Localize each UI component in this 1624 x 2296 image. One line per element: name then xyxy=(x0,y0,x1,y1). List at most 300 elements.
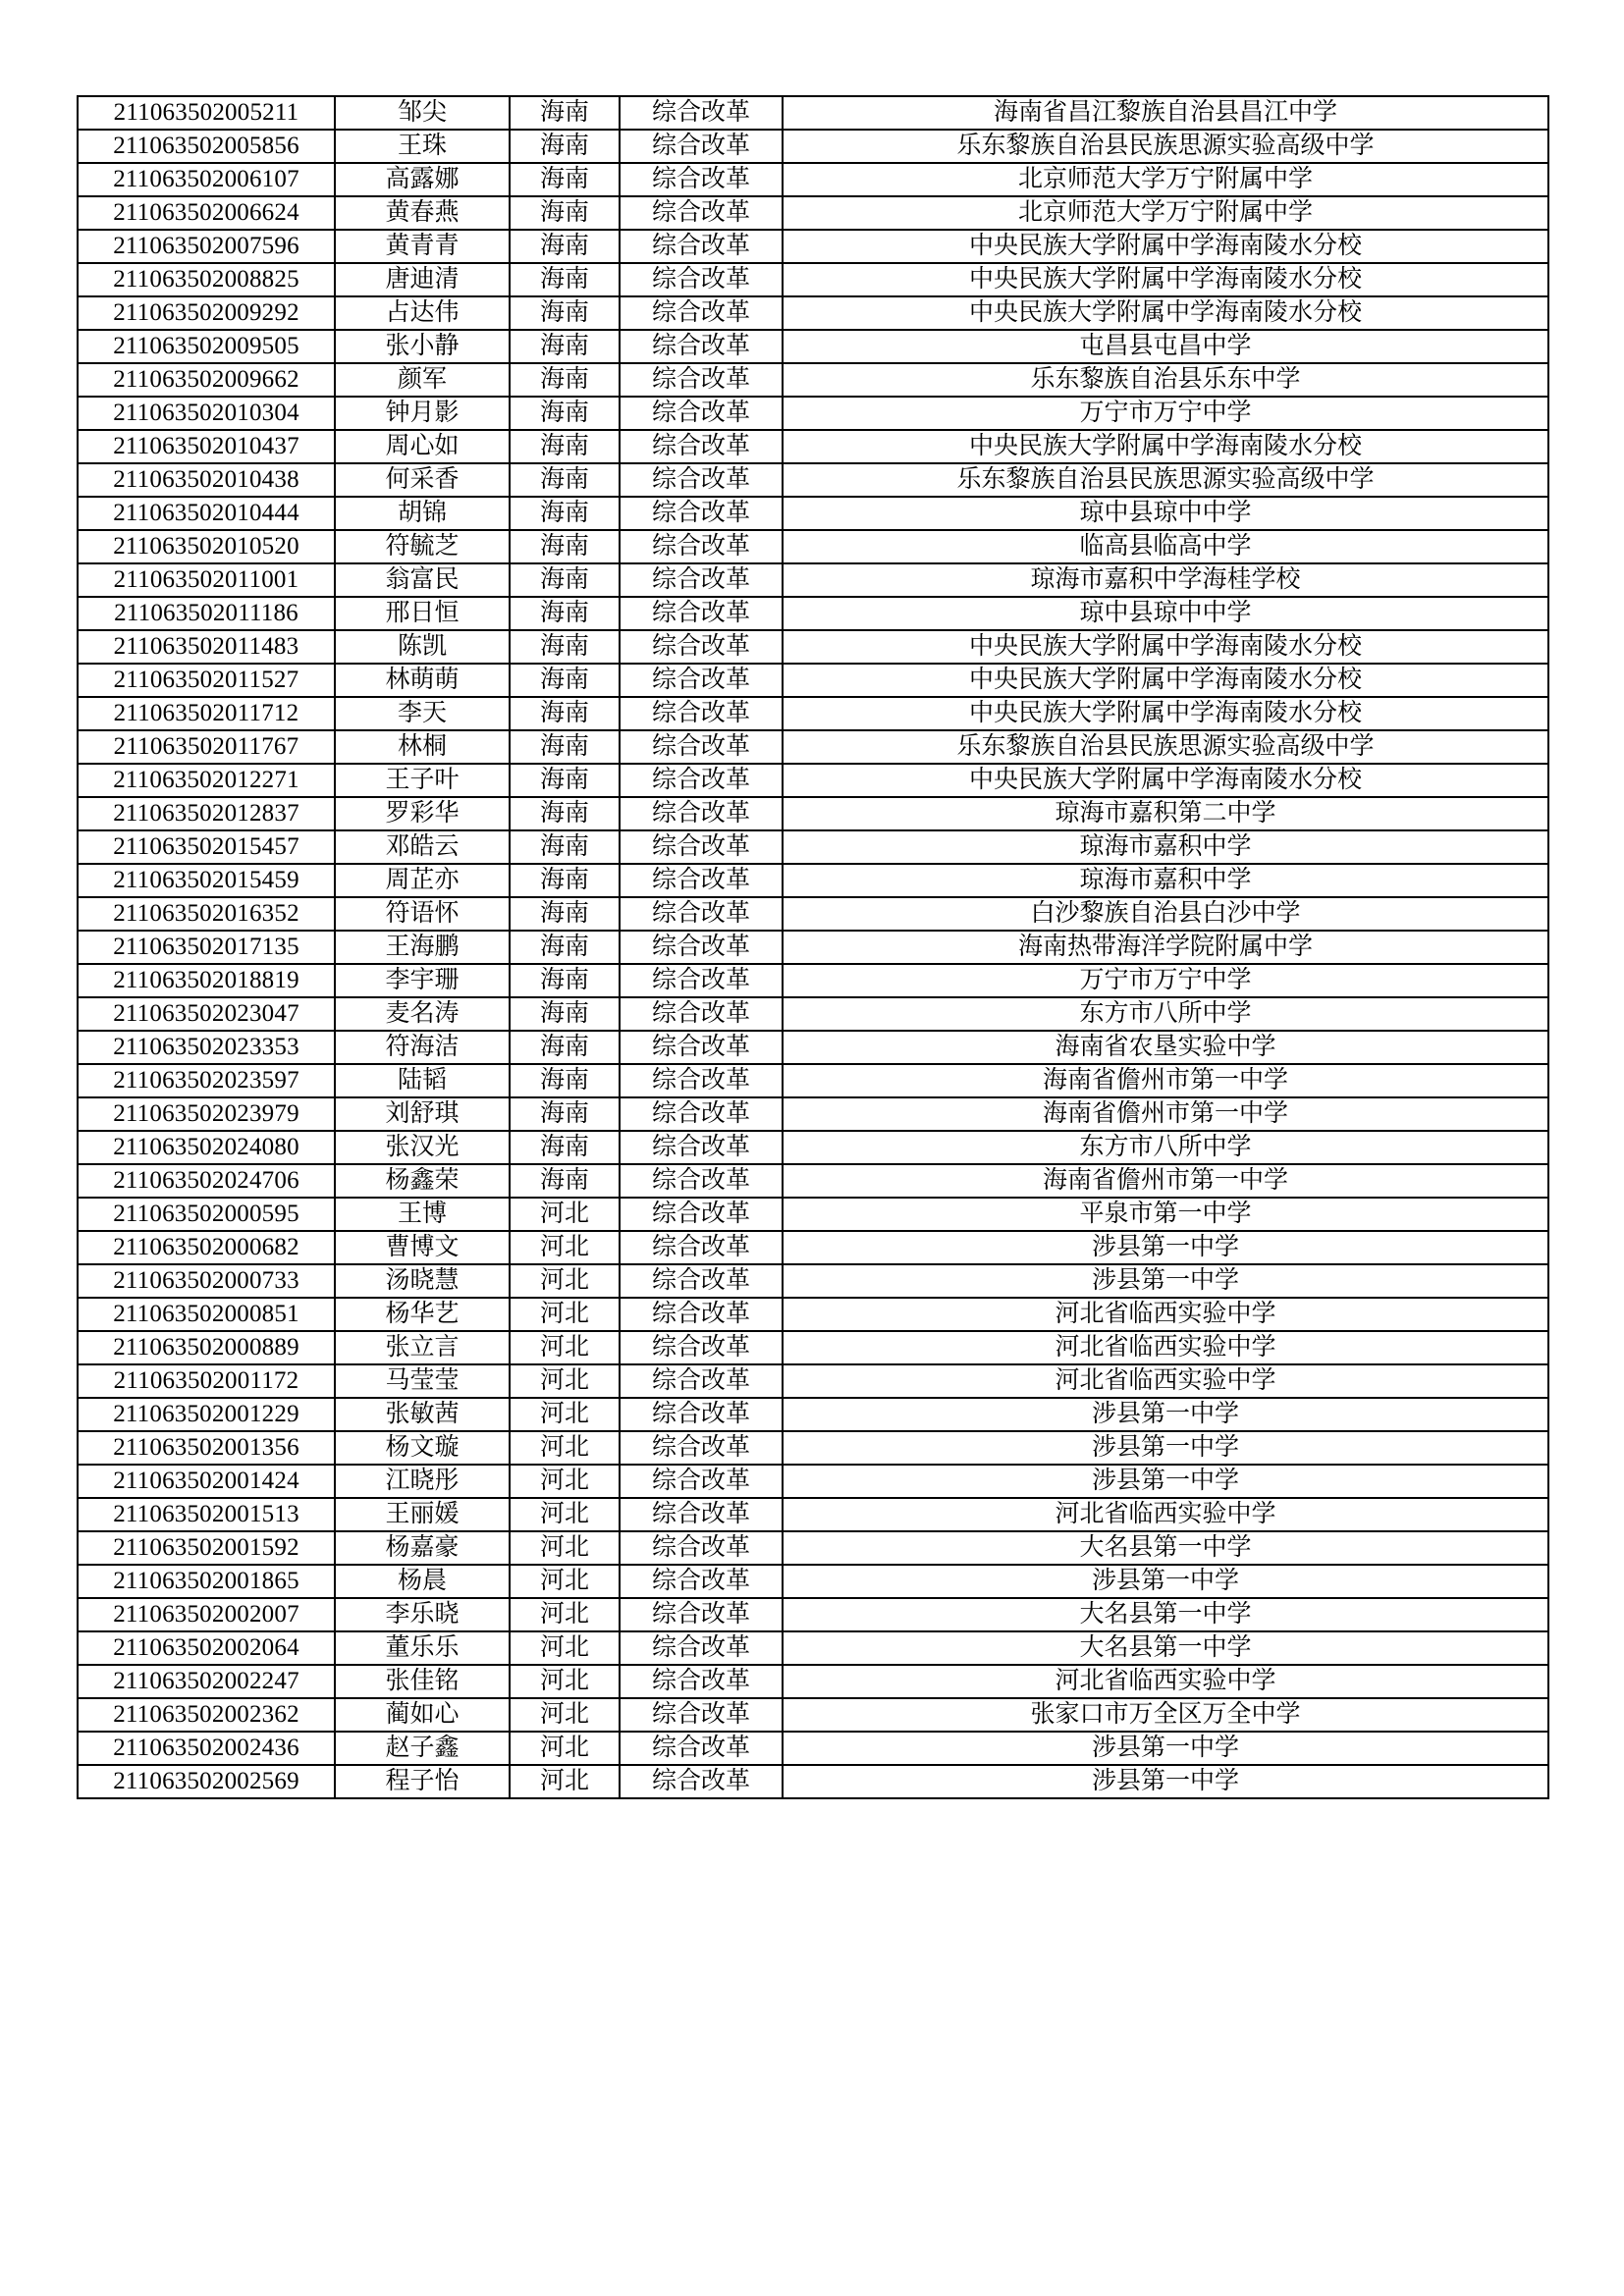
cell-id: 211063502010304 xyxy=(78,397,335,430)
cell-school: 琼中县琼中中学 xyxy=(783,497,1548,530)
cell-school: 河北省临西实验中学 xyxy=(783,1298,1548,1331)
cell-province: 河北 xyxy=(510,1565,620,1598)
cell-name: 邓皓云 xyxy=(335,830,510,864)
cell-name: 张敏茜 xyxy=(335,1398,510,1431)
cell-name: 曹博文 xyxy=(335,1231,510,1264)
table-row xyxy=(78,1431,1548,1465)
cell-school: 乐东黎族自治县民族思源实验高级中学 xyxy=(783,130,1548,163)
cell-id: 211063502011767 xyxy=(78,730,335,764)
cell-name: 黄青青 xyxy=(335,230,510,263)
cell-exam_type: 综合改革 xyxy=(620,397,783,430)
cell-exam_type: 综合改革 xyxy=(620,1398,783,1431)
cell-school: 海南省昌江黎族自治县昌江中学 xyxy=(783,96,1548,130)
cell-school: 涉县第一中学 xyxy=(783,1431,1548,1465)
cell-id: 211063502023047 xyxy=(78,997,335,1031)
cell-exam_type: 综合改革 xyxy=(620,1631,783,1665)
cell-province: 海南 xyxy=(510,864,620,897)
cell-school: 海南省儋州市第一中学 xyxy=(783,1097,1548,1131)
cell-id: 211063502001424 xyxy=(78,1465,335,1498)
cell-school: 涉县第一中学 xyxy=(783,1465,1548,1498)
cell-exam_type: 综合改革 xyxy=(620,864,783,897)
cell-province: 海南 xyxy=(510,563,620,597)
cell-school: 河北省临西实验中学 xyxy=(783,1498,1548,1531)
cell-id: 211063502002064 xyxy=(78,1631,335,1665)
cell-province: 海南 xyxy=(510,463,620,497)
table-row xyxy=(78,563,1548,597)
cell-name: 张汉光 xyxy=(335,1131,510,1164)
cell-province: 海南 xyxy=(510,196,620,230)
cell-province: 河北 xyxy=(510,1765,620,1798)
roster-table xyxy=(77,95,1549,1799)
cell-id: 211063502009292 xyxy=(78,296,335,330)
cell-id: 211063502011186 xyxy=(78,597,335,630)
cell-province: 海南 xyxy=(510,530,620,563)
cell-exam_type: 综合改革 xyxy=(620,1097,783,1131)
cell-school: 中央民族大学附属中学海南陵水分校 xyxy=(783,296,1548,330)
cell-exam_type: 综合改革 xyxy=(620,1298,783,1331)
table-row xyxy=(78,797,1548,830)
table-row xyxy=(78,931,1548,964)
cell-school: 河北省临西实验中学 xyxy=(783,1364,1548,1398)
cell-id: 211063502015457 xyxy=(78,830,335,864)
cell-school: 涉县第一中学 xyxy=(783,1231,1548,1264)
cell-province: 河北 xyxy=(510,1631,620,1665)
cell-exam_type: 综合改革 xyxy=(620,330,783,363)
cell-id: 211063502000682 xyxy=(78,1231,335,1264)
cell-name: 李乐晓 xyxy=(335,1598,510,1631)
table-row xyxy=(78,964,1548,997)
cell-exam_type: 综合改革 xyxy=(620,1531,783,1565)
table-row xyxy=(78,630,1548,664)
cell-id: 211063502000595 xyxy=(78,1198,335,1231)
table-row xyxy=(78,1331,1548,1364)
cell-id: 211063502016352 xyxy=(78,897,335,931)
cell-exam_type: 综合改革 xyxy=(620,1131,783,1164)
cell-id: 211063502001592 xyxy=(78,1531,335,1565)
cell-id: 211063502012271 xyxy=(78,764,335,797)
cell-province: 海南 xyxy=(510,363,620,397)
cell-exam_type: 综合改革 xyxy=(620,1698,783,1732)
table-row xyxy=(78,530,1548,563)
cell-exam_type: 综合改革 xyxy=(620,730,783,764)
cell-school: 涉县第一中学 xyxy=(783,1264,1548,1298)
cell-name: 罗彩华 xyxy=(335,797,510,830)
cell-exam_type: 综合改革 xyxy=(620,563,783,597)
cell-school: 中央民族大学附属中学海南陵水分校 xyxy=(783,630,1548,664)
table-row xyxy=(78,1131,1548,1164)
cell-id: 211063502001229 xyxy=(78,1398,335,1431)
cell-name: 林萌萌 xyxy=(335,664,510,697)
table-row xyxy=(78,1732,1548,1765)
cell-name: 符毓芝 xyxy=(335,530,510,563)
cell-id: 211063502010437 xyxy=(78,430,335,463)
cell-exam_type: 综合改革 xyxy=(620,1498,783,1531)
table-row xyxy=(78,230,1548,263)
cell-id: 211063502018819 xyxy=(78,964,335,997)
cell-id: 211063502017135 xyxy=(78,931,335,964)
cell-id: 211063502015459 xyxy=(78,864,335,897)
cell-province: 海南 xyxy=(510,997,620,1031)
cell-exam_type: 综合改革 xyxy=(620,1364,783,1398)
cell-id: 211063502009505 xyxy=(78,330,335,363)
cell-province: 河北 xyxy=(510,1531,620,1565)
cell-id: 211063502024080 xyxy=(78,1131,335,1164)
table-row xyxy=(78,1531,1548,1565)
cell-school: 大名县第一中学 xyxy=(783,1598,1548,1631)
table-row xyxy=(78,1598,1548,1631)
cell-exam_type: 综合改革 xyxy=(620,997,783,1031)
cell-province: 河北 xyxy=(510,1498,620,1531)
cell-school: 屯昌县屯昌中学 xyxy=(783,330,1548,363)
cell-id: 211063502002247 xyxy=(78,1665,335,1698)
cell-province: 河北 xyxy=(510,1364,620,1398)
cell-id: 211063502000733 xyxy=(78,1264,335,1298)
cell-province: 海南 xyxy=(510,1064,620,1097)
cell-exam_type: 综合改革 xyxy=(620,296,783,330)
cell-exam_type: 综合改革 xyxy=(620,163,783,196)
cell-school: 乐东黎族自治县乐东中学 xyxy=(783,363,1548,397)
cell-school: 张家口市万全区万全中学 xyxy=(783,1698,1548,1732)
cell-province: 海南 xyxy=(510,830,620,864)
cell-exam_type: 综合改革 xyxy=(620,1565,783,1598)
cell-school: 白沙黎族自治县白沙中学 xyxy=(783,897,1548,931)
cell-province: 海南 xyxy=(510,1164,620,1198)
cell-province: 河北 xyxy=(510,1732,620,1765)
cell-id: 211063502001513 xyxy=(78,1498,335,1531)
table-row xyxy=(78,664,1548,697)
cell-province: 海南 xyxy=(510,130,620,163)
cell-name: 王珠 xyxy=(335,130,510,163)
cell-school: 河北省临西实验中学 xyxy=(783,1331,1548,1364)
cell-id: 211063502001356 xyxy=(78,1431,335,1465)
cell-id: 211063502001865 xyxy=(78,1565,335,1598)
cell-name: 刘舒琪 xyxy=(335,1097,510,1131)
cell-exam_type: 综合改革 xyxy=(620,130,783,163)
cell-school: 万宁市万宁中学 xyxy=(783,397,1548,430)
cell-name: 周心如 xyxy=(335,430,510,463)
table-row xyxy=(78,163,1548,196)
cell-exam_type: 综合改革 xyxy=(620,1198,783,1231)
cell-name: 颜军 xyxy=(335,363,510,397)
cell-exam_type: 综合改革 xyxy=(620,196,783,230)
cell-exam_type: 综合改革 xyxy=(620,597,783,630)
cell-name: 邢日恒 xyxy=(335,597,510,630)
cell-id: 211063502002362 xyxy=(78,1698,335,1732)
cell-exam_type: 综合改革 xyxy=(620,1732,783,1765)
table-row xyxy=(78,1765,1548,1798)
cell-exam_type: 综合改革 xyxy=(620,1164,783,1198)
roster-table-body xyxy=(78,96,1548,1798)
cell-school: 琼海市嘉积中学海桂学校 xyxy=(783,563,1548,597)
cell-school: 海南省儋州市第一中学 xyxy=(783,1164,1548,1198)
table-row xyxy=(78,1498,1548,1531)
table-row xyxy=(78,130,1548,163)
cell-exam_type: 综合改革 xyxy=(620,764,783,797)
cell-name: 唐迪清 xyxy=(335,263,510,296)
cell-school: 东方市八所中学 xyxy=(783,1131,1548,1164)
cell-exam_type: 综合改革 xyxy=(620,830,783,864)
cell-name: 王丽媛 xyxy=(335,1498,510,1531)
cell-exam_type: 综合改革 xyxy=(620,1264,783,1298)
cell-exam_type: 综合改革 xyxy=(620,964,783,997)
cell-school: 大名县第一中学 xyxy=(783,1631,1548,1665)
cell-name: 赵子鑫 xyxy=(335,1732,510,1765)
cell-school: 海南省农垦实验中学 xyxy=(783,1031,1548,1064)
cell-id: 211063502006624 xyxy=(78,196,335,230)
cell-id: 211063502010520 xyxy=(78,530,335,563)
cell-exam_type: 综合改革 xyxy=(620,1231,783,1264)
cell-id: 211063502011483 xyxy=(78,630,335,664)
cell-exam_type: 综合改革 xyxy=(620,497,783,530)
cell-id: 211063502006107 xyxy=(78,163,335,196)
cell-name: 江晓彤 xyxy=(335,1465,510,1498)
cell-exam_type: 综合改革 xyxy=(620,463,783,497)
cell-province: 海南 xyxy=(510,330,620,363)
cell-name: 黄春燕 xyxy=(335,196,510,230)
cell-school: 平泉市第一中学 xyxy=(783,1198,1548,1231)
cell-id: 211063502010438 xyxy=(78,463,335,497)
cell-school: 海南热带海洋学院附属中学 xyxy=(783,931,1548,964)
table-row xyxy=(78,296,1548,330)
table-row xyxy=(78,1231,1548,1264)
cell-exam_type: 综合改革 xyxy=(620,430,783,463)
cell-name: 王博 xyxy=(335,1198,510,1231)
cell-exam_type: 综合改革 xyxy=(620,797,783,830)
cell-name: 翁富民 xyxy=(335,563,510,597)
cell-school: 万宁市万宁中学 xyxy=(783,964,1548,997)
cell-id: 211063502002436 xyxy=(78,1732,335,1765)
cell-school: 琼海市嘉积第二中学 xyxy=(783,797,1548,830)
cell-province: 海南 xyxy=(510,430,620,463)
cell-school: 琼海市嘉积中学 xyxy=(783,830,1548,864)
cell-province: 海南 xyxy=(510,1131,620,1164)
cell-province: 海南 xyxy=(510,397,620,430)
cell-school: 涉县第一中学 xyxy=(783,1398,1548,1431)
cell-name: 陈凯 xyxy=(335,630,510,664)
cell-province: 海南 xyxy=(510,697,620,730)
table-row xyxy=(78,1698,1548,1732)
table-row xyxy=(78,463,1548,497)
cell-id: 211063502001172 xyxy=(78,1364,335,1398)
cell-name: 何采香 xyxy=(335,463,510,497)
table-row xyxy=(78,363,1548,397)
cell-school: 东方市八所中学 xyxy=(783,997,1548,1031)
cell-exam_type: 综合改革 xyxy=(620,630,783,664)
cell-name: 周芷亦 xyxy=(335,864,510,897)
cell-name: 张立言 xyxy=(335,1331,510,1364)
cell-province: 河北 xyxy=(510,1598,620,1631)
table-row xyxy=(78,1665,1548,1698)
cell-exam_type: 综合改革 xyxy=(620,1331,783,1364)
cell-school: 北京师范大学万宁附属中学 xyxy=(783,163,1548,196)
cell-id: 211063502008825 xyxy=(78,263,335,296)
cell-school: 琼中县琼中中学 xyxy=(783,597,1548,630)
cell-school: 河北省临西实验中学 xyxy=(783,1665,1548,1698)
table-row xyxy=(78,196,1548,230)
cell-province: 海南 xyxy=(510,96,620,130)
cell-name: 马莹莹 xyxy=(335,1364,510,1398)
cell-id: 211063502007596 xyxy=(78,230,335,263)
table-row xyxy=(78,1264,1548,1298)
cell-province: 海南 xyxy=(510,931,620,964)
cell-school: 中央民族大学附属中学海南陵水分校 xyxy=(783,697,1548,730)
cell-province: 河北 xyxy=(510,1398,620,1431)
cell-id: 211063502011001 xyxy=(78,563,335,597)
table-row xyxy=(78,96,1548,130)
cell-school: 涉县第一中学 xyxy=(783,1565,1548,1598)
cell-school: 涉县第一中学 xyxy=(783,1732,1548,1765)
cell-province: 海南 xyxy=(510,764,620,797)
cell-id: 211063502009662 xyxy=(78,363,335,397)
cell-province: 海南 xyxy=(510,664,620,697)
table-row xyxy=(78,1465,1548,1498)
cell-province: 海南 xyxy=(510,296,620,330)
cell-province: 河北 xyxy=(510,1198,620,1231)
table-row xyxy=(78,397,1548,430)
cell-province: 河北 xyxy=(510,1331,620,1364)
cell-name: 陆韬 xyxy=(335,1064,510,1097)
cell-name: 高露娜 xyxy=(335,163,510,196)
cell-exam_type: 综合改革 xyxy=(620,1064,783,1097)
cell-exam_type: 综合改革 xyxy=(620,1465,783,1498)
cell-exam_type: 综合改革 xyxy=(620,1031,783,1064)
cell-exam_type: 综合改革 xyxy=(620,664,783,697)
cell-school: 乐东黎族自治县民族思源实验高级中学 xyxy=(783,463,1548,497)
cell-id: 211063502002007 xyxy=(78,1598,335,1631)
cell-province: 河北 xyxy=(510,1698,620,1732)
cell-id: 211063502011712 xyxy=(78,697,335,730)
cell-school: 临高县临高中学 xyxy=(783,530,1548,563)
cell-id: 211063502000851 xyxy=(78,1298,335,1331)
cell-province: 海南 xyxy=(510,1031,620,1064)
cell-exam_type: 综合改革 xyxy=(620,96,783,130)
table-row xyxy=(78,263,1548,296)
cell-exam_type: 综合改革 xyxy=(620,1431,783,1465)
cell-province: 河北 xyxy=(510,1298,620,1331)
cell-id: 211063502023597 xyxy=(78,1064,335,1097)
cell-school: 中央民族大学附属中学海南陵水分校 xyxy=(783,764,1548,797)
cell-id: 211063502023979 xyxy=(78,1097,335,1131)
cell-name: 胡锦 xyxy=(335,497,510,530)
cell-name: 符语怀 xyxy=(335,897,510,931)
cell-name: 麦名涛 xyxy=(335,997,510,1031)
cell-school: 中央民族大学附属中学海南陵水分校 xyxy=(783,664,1548,697)
cell-name: 杨嘉豪 xyxy=(335,1531,510,1565)
cell-province: 海南 xyxy=(510,597,620,630)
cell-province: 海南 xyxy=(510,730,620,764)
table-row xyxy=(78,1565,1548,1598)
cell-exam_type: 综合改革 xyxy=(620,263,783,296)
cell-province: 海南 xyxy=(510,630,620,664)
cell-id: 211063502012837 xyxy=(78,797,335,830)
table-row xyxy=(78,1064,1548,1097)
cell-name: 杨华艺 xyxy=(335,1298,510,1331)
cell-exam_type: 综合改革 xyxy=(620,931,783,964)
cell-id: 211063502000889 xyxy=(78,1331,335,1364)
cell-school: 中央民族大学附属中学海南陵水分校 xyxy=(783,230,1548,263)
cell-id: 211063502005211 xyxy=(78,96,335,130)
table-row xyxy=(78,864,1548,897)
table-row xyxy=(78,497,1548,530)
cell-exam_type: 综合改革 xyxy=(620,1765,783,1798)
table-row xyxy=(78,1631,1548,1665)
table-row xyxy=(78,1398,1548,1431)
cell-name: 张佳铭 xyxy=(335,1665,510,1698)
cell-province: 海南 xyxy=(510,163,620,196)
cell-name: 蔺如心 xyxy=(335,1698,510,1732)
cell-school: 中央民族大学附属中学海南陵水分校 xyxy=(783,430,1548,463)
cell-name: 杨鑫荣 xyxy=(335,1164,510,1198)
cell-name: 程子怡 xyxy=(335,1765,510,1798)
cell-name: 李宇珊 xyxy=(335,964,510,997)
table-row xyxy=(78,1164,1548,1198)
cell-province: 河北 xyxy=(510,1431,620,1465)
cell-school: 海南省儋州市第一中学 xyxy=(783,1064,1548,1097)
cell-name: 符海洁 xyxy=(335,1031,510,1064)
cell-id: 211063502023353 xyxy=(78,1031,335,1064)
table-row xyxy=(78,997,1548,1031)
cell-name: 杨晨 xyxy=(335,1565,510,1598)
cell-province: 河北 xyxy=(510,1665,620,1698)
cell-name: 占达伟 xyxy=(335,296,510,330)
cell-exam_type: 综合改革 xyxy=(620,1665,783,1698)
cell-province: 海南 xyxy=(510,230,620,263)
cell-name: 钟月影 xyxy=(335,397,510,430)
cell-province: 海南 xyxy=(510,263,620,296)
cell-province: 海南 xyxy=(510,964,620,997)
cell-name: 汤晓慧 xyxy=(335,1264,510,1298)
cell-province: 海南 xyxy=(510,1097,620,1131)
cell-school: 琼海市嘉积中学 xyxy=(783,864,1548,897)
table-row xyxy=(78,1298,1548,1331)
table-row xyxy=(78,697,1548,730)
cell-id: 211063502002569 xyxy=(78,1765,335,1798)
table-row xyxy=(78,1364,1548,1398)
cell-province: 河北 xyxy=(510,1231,620,1264)
cell-school: 大名县第一中学 xyxy=(783,1531,1548,1565)
cell-name: 张小静 xyxy=(335,330,510,363)
cell-id: 211063502024706 xyxy=(78,1164,335,1198)
cell-name: 杨文璇 xyxy=(335,1431,510,1465)
cell-exam_type: 综合改革 xyxy=(620,1598,783,1631)
table-row xyxy=(78,597,1548,630)
cell-name: 邹尖 xyxy=(335,96,510,130)
table-row xyxy=(78,1097,1548,1131)
table-row xyxy=(78,330,1548,363)
cell-name: 李天 xyxy=(335,697,510,730)
cell-exam_type: 综合改革 xyxy=(620,230,783,263)
table-row xyxy=(78,730,1548,764)
cell-province: 海南 xyxy=(510,797,620,830)
table-row xyxy=(78,1198,1548,1231)
cell-exam_type: 综合改革 xyxy=(620,363,783,397)
cell-school: 北京师范大学万宁附属中学 xyxy=(783,196,1548,230)
cell-name: 林桐 xyxy=(335,730,510,764)
cell-id: 211063502005856 xyxy=(78,130,335,163)
cell-school: 乐东黎族自治县民族思源实验高级中学 xyxy=(783,730,1548,764)
cell-name: 王海鹏 xyxy=(335,931,510,964)
cell-name: 王子叶 xyxy=(335,764,510,797)
table-row xyxy=(78,830,1548,864)
cell-province: 河北 xyxy=(510,1465,620,1498)
table-row xyxy=(78,1031,1548,1064)
table-row xyxy=(78,430,1548,463)
cell-id: 211063502011527 xyxy=(78,664,335,697)
cell-exam_type: 综合改革 xyxy=(620,897,783,931)
cell-exam_type: 综合改革 xyxy=(620,697,783,730)
cell-id: 211063502010444 xyxy=(78,497,335,530)
cell-name: 董乐乐 xyxy=(335,1631,510,1665)
